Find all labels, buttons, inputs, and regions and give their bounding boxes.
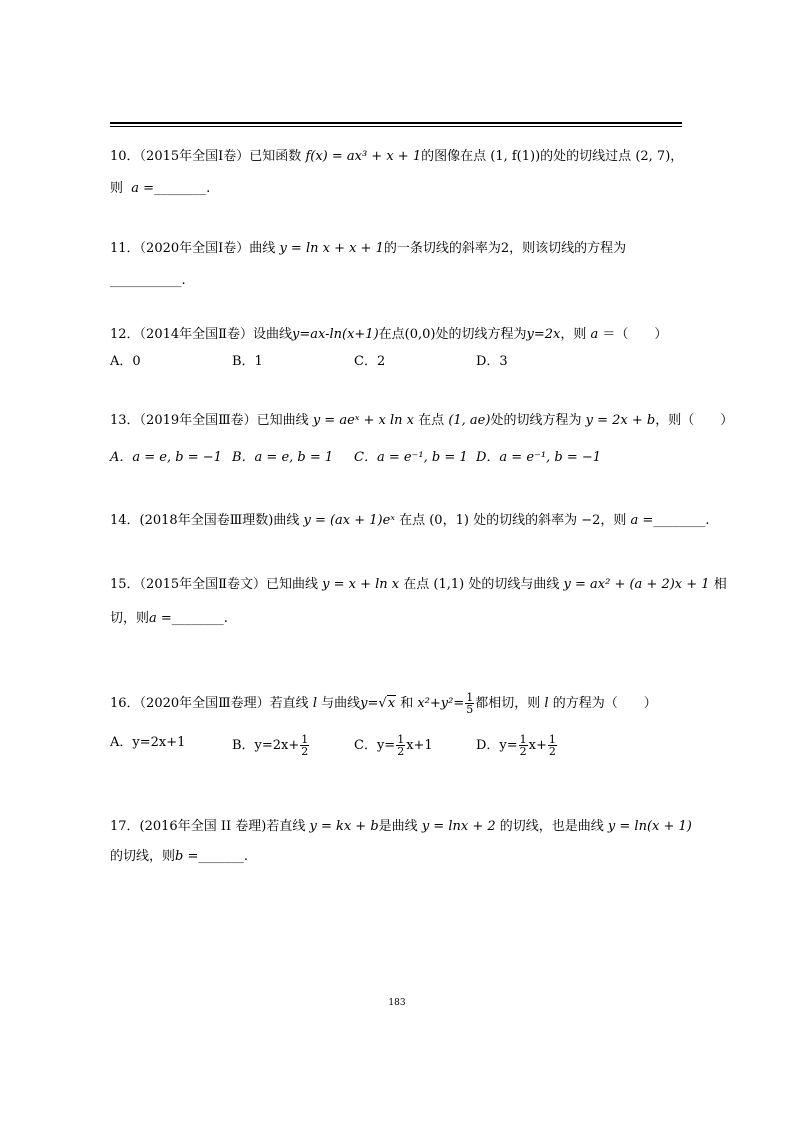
problem-12-choice-c[interactable]: C．2 xyxy=(354,354,386,369)
problem-17-line-2: 的切线，则b =_______. xyxy=(110,849,249,864)
problem-15-line-1: 15．（2015年全国Ⅱ卷文）已知曲线 y = x + ln x 在点 (1,1) 处的切线与曲线 y = ax² + (a + 2)x + 1 相 xyxy=(110,577,727,592)
problem-16-choice-c[interactable]: C．y= $\frac{1}{2}$ x+1 xyxy=(354,733,433,758)
answer-blank[interactable]: ___________. xyxy=(110,273,186,288)
problem-10-line-1: 10．（2015年全国Ⅰ卷）已知函数 f(x) = ax³ + x + 1的图像在点 (1, f(1))的处的切线过点 (2, 7)， xyxy=(110,149,684,164)
answer-blank[interactable]: ________. xyxy=(154,181,211,196)
problem-16-choice-d[interactable]: D．y= $\frac{1}{2}$ x+ $\frac{1}{2}$ xyxy=(476,733,556,758)
sqrt-sign: √ xyxy=(378,696,387,711)
page-number: 183 xyxy=(388,998,406,1008)
problem-11-line-2 xyxy=(110,272,186,290)
answer-blank[interactable]: ________. xyxy=(171,611,228,626)
fraction-one-fifth: $\frac{1}{5}$ xyxy=(466,691,474,716)
problem-10-line-2: 则 a =________. xyxy=(110,181,211,196)
problem-12-choice-a[interactable]: A．0 xyxy=(110,354,141,369)
problem-12-choice-b[interactable]: B．1 xyxy=(232,354,263,369)
problem-13-choice-d[interactable]: D．a = e⁻¹, b = −1 xyxy=(476,450,602,465)
problem-12-choice-d[interactable]: D．3 xyxy=(476,354,508,369)
problem-15-line-2: 切，则a =________. xyxy=(110,611,228,626)
header-rule-thin xyxy=(110,126,682,127)
problem-16-choice-a[interactable]: A．y=2x+1 xyxy=(110,735,186,750)
problem-13-choice-c[interactable]: C．a = e⁻¹, b = 1 xyxy=(354,450,468,465)
problem-13-choice-b[interactable]: B．a = e, b = 1 xyxy=(232,450,334,465)
header-rule-thick xyxy=(110,122,682,124)
problem-13-line-1: 13．（2019年全国Ⅲ卷）已知曲线 y = aeˣ + x ln x 在点 (1, ae)处的切线方程为 y = 2x + b，则（ ） xyxy=(110,413,734,428)
problem-17-line-1: 17．(2016年全国 II 卷理)若直线 y = kx + b是曲线 y = lnx + 2 的切线，也是曲线 y = ln(x + 1) xyxy=(110,819,692,834)
answer-blank[interactable]: ________. xyxy=(653,513,710,528)
problem-12-line-1: 12．（2014年全国Ⅱ卷）设曲线y=ax-ln(x+1)在点(0,0)处的切线方程为y=2x，则 a ＝（ ） xyxy=(110,327,668,342)
problem-11-line-1: 11．（2020年全国Ⅰ卷）曲线 y = ln x + x + 1的一条切线的斜率为2，则该切线的方程为 xyxy=(110,241,627,256)
problem-14-line-1: 14．(2018年全国卷Ⅲ理数)曲线 y = (ax + 1)eˣ 在点 (0，1) 处的切线的斜率为 −2，则 a =________. xyxy=(110,513,710,528)
problem-16-line-1: 16．（2020年全国Ⅲ卷理）若直线 l 与曲线y=√x 和 x²+y²= $\frac{1}{5}$ 都相切，则 l 的方程为（ ） xyxy=(110,691,657,716)
answer-blank[interactable]: _______. xyxy=(198,849,249,864)
problem-13-choice-a[interactable]: A．a = e, b = −1 xyxy=(110,450,222,465)
problem-16-choice-b[interactable]: B．y=2x+ $\frac{1}{2}$ xyxy=(232,733,309,758)
